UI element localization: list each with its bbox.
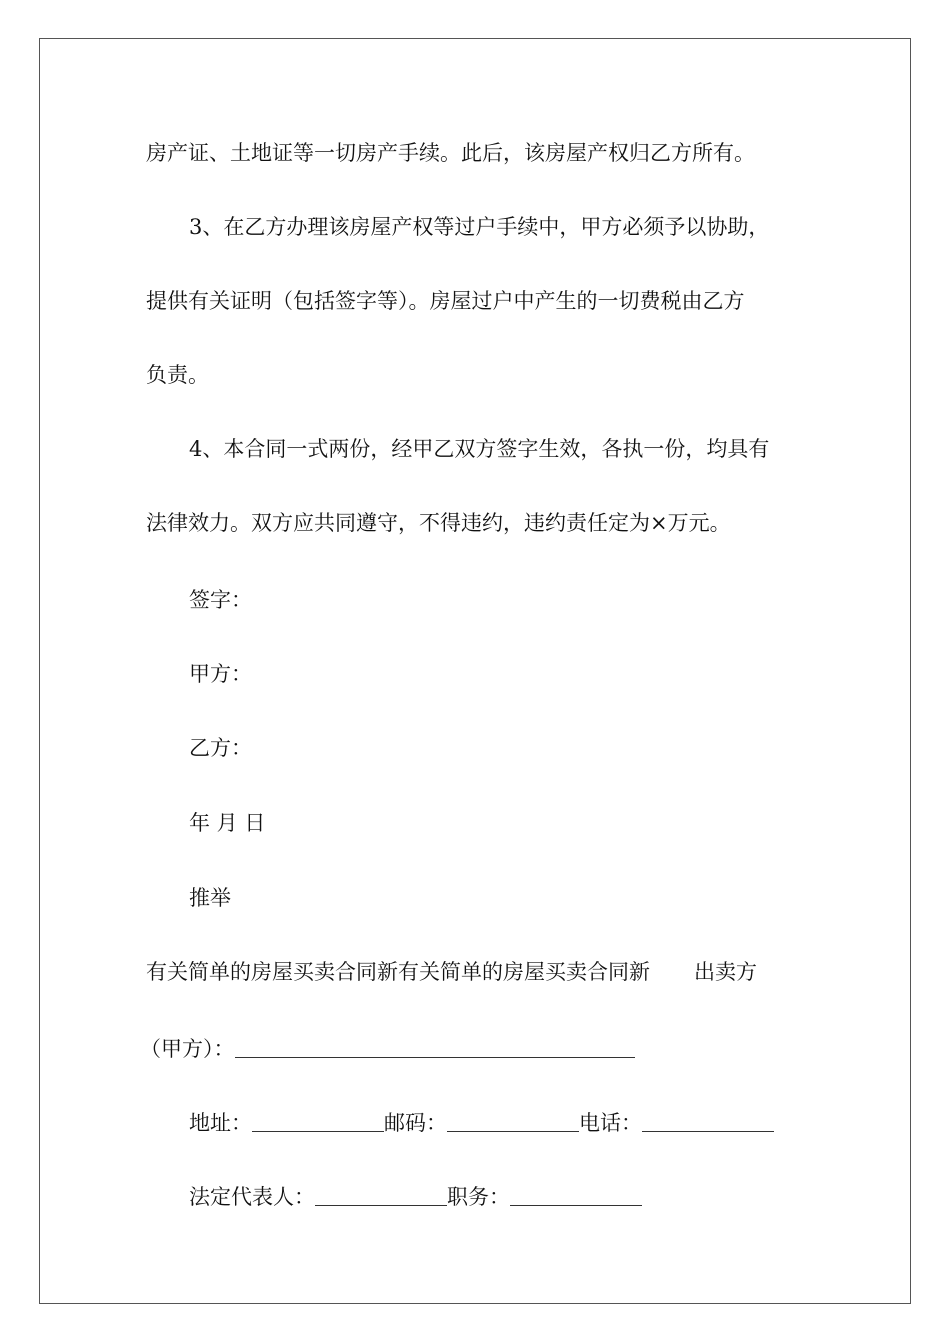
recommend-label: 推举 <box>189 886 231 910</box>
text-line: 4、本合同一式两份，经甲乙双方签字生效，各执一份，均具有 <box>189 437 770 461</box>
party-a-label: 甲方： <box>189 662 252 686</box>
legal-rep-field[interactable] <box>315 1185 447 1206</box>
contract-title: 有关简单的房屋买卖合同新有关简单的房屋买卖合同新 <box>146 960 650 984</box>
seller-label: 出卖方 <box>694 960 757 984</box>
phone-field[interactable] <box>642 1111 774 1132</box>
contract-title-line <box>146 957 757 987</box>
seller-party-line <box>140 1034 635 1064</box>
phone-label: 电话： <box>579 1111 642 1135</box>
text-line: 负责。 <box>146 363 209 387</box>
legal-rep-label: 法定代表人： <box>189 1185 315 1209</box>
address-label: 地址： <box>189 1111 252 1135</box>
seller-name-field[interactable] <box>235 1037 635 1058</box>
text-line: 房产证、土地证等一切房产手续。此后，该房屋产权归乙方所有。 <box>146 141 755 165</box>
text-line: 法律效力。双方应共同遵守，不得违约，违约责任定为×万元。 <box>146 511 731 535</box>
position-field[interactable] <box>510 1185 642 1206</box>
date-line: 年 月 日 <box>189 811 266 835</box>
seller-party-label: （甲方）： <box>140 1037 235 1061</box>
postcode-label: 邮码： <box>384 1111 447 1135</box>
legal-rep-line <box>189 1182 642 1212</box>
position-label: 职务： <box>447 1185 510 1209</box>
address-line <box>189 1108 774 1138</box>
text-line: 3、在乙方办理该房屋产权等过户手续中，甲方必须予以协助， <box>189 215 770 239</box>
signature-label: 签字： <box>189 588 252 612</box>
party-b-label: 乙方： <box>189 736 252 760</box>
postcode-field[interactable] <box>447 1111 579 1132</box>
text-line: 提供有关证明（包括签字等）。房屋过户中产生的一切费税由乙方 <box>146 289 745 313</box>
address-field[interactable] <box>252 1111 384 1132</box>
